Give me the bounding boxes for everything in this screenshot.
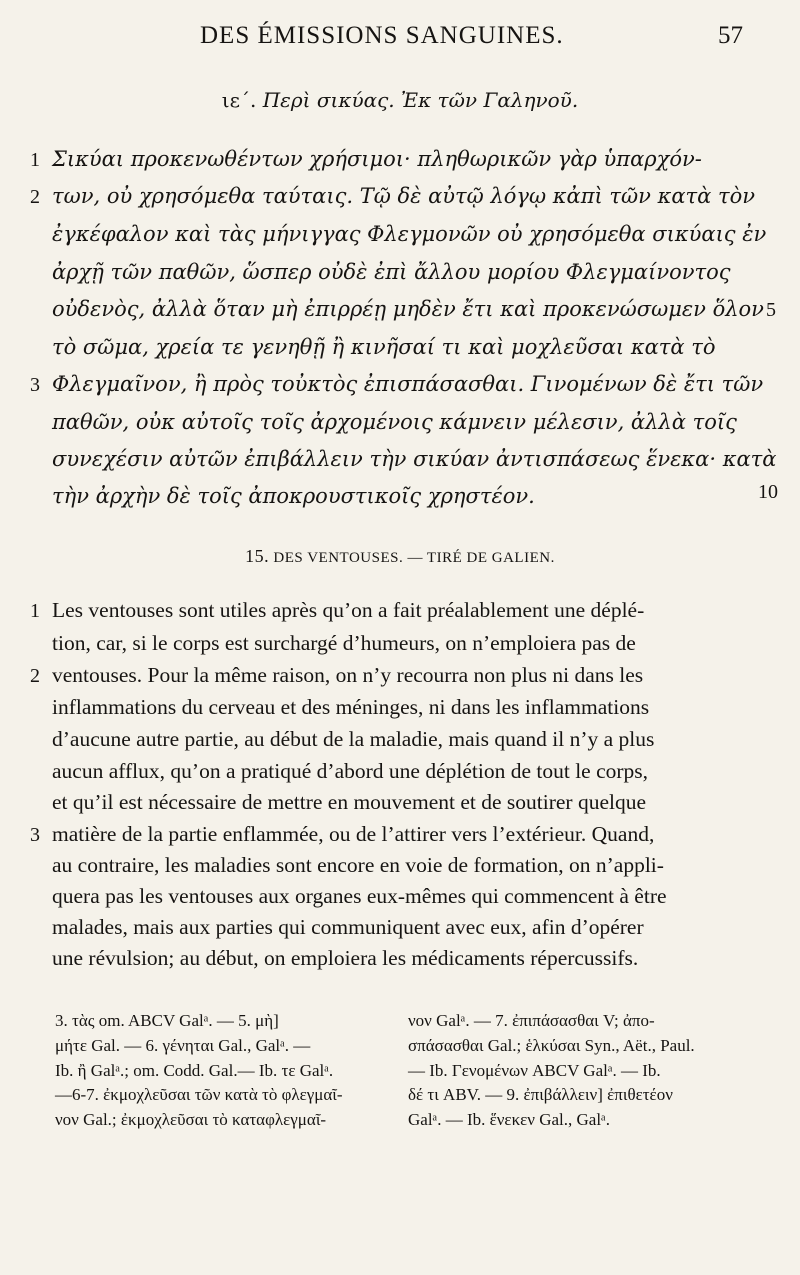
page-number: 57 bbox=[718, 22, 743, 49]
greek-line: συνεχέσιν αὐτῶν ἐπιβάλλειν τὴν σικύαν ἀντισπάσεως ἕνεκα· κατὰ bbox=[52, 447, 777, 471]
apparatus-line: δέ τι ABV. — 9. ἐπιβάλλειν] ἐπιθετέον bbox=[408, 1085, 673, 1104]
french-line: Les ventouses sont utiles après qu’on a fait préalablement une déplé- bbox=[52, 598, 645, 622]
greek-line: παθῶν, οὐκ αὐτοῖς τοῖς ἀρχομένοις κάμνειν μέλεσιν, ἀλλὰ τοῖς bbox=[52, 410, 737, 434]
greek-line: ἀρχῇ τῶν παθῶν, ὥσπερ οὐδὲ ἐπὶ ἄλλου μορίου Φλεγμαίνοντος bbox=[52, 260, 731, 284]
french-line: aucun afflux, qu’on a pratiqué d’abord une déplétion de tout le corps, bbox=[52, 759, 649, 783]
apparatus-line: νον Gal.; ἐκμοχλεῦσαι τὸ καταφλεγμαῖ- bbox=[55, 1110, 327, 1129]
greek-line: Σικύαι προκενωθέντων χρήσιμοι· πληθωρικῶν γὰρ ὑπαρχόν- bbox=[52, 147, 702, 171]
apparatus-line: σπάσασθαι Gal.; ἑλκύσαι Syn., Aët., Paul. bbox=[408, 1036, 695, 1055]
french-line: une révulsion; au début, on emploiera les médicaments répercussifs. bbox=[52, 946, 639, 970]
greek-heading-text: Περὶ σικύας. Ἐκ τῶν Γαληνοῦ. bbox=[262, 88, 579, 112]
greek-paragraph-marker: 2 bbox=[30, 186, 40, 208]
running-head-title: DES ÉMISSIONS SANGUINES. bbox=[200, 22, 564, 49]
french-line: malades, mais aux parties qui communiquent avec eux, afin d’opérer bbox=[52, 915, 644, 939]
greek-heading-number: ιε΄. bbox=[221, 88, 257, 112]
greek-line: Φλεγμαῖνον, ἢ πρὸς τοὐκτὸς ἐπισπάσασθαι. Γινομένων δὲ ἔτι τῶν bbox=[52, 372, 764, 396]
greek-paragraph-marker: 3 bbox=[30, 374, 40, 396]
apparatus-line: — Ib. Γενομένων ABCV Galᵃ. — Ib. bbox=[408, 1061, 661, 1080]
french-line: matière de la partie enflammée, ou de l’attirer vers l’extérieur. Quand, bbox=[52, 822, 655, 846]
french-line: d’aucune autre partie, au début de la maladie, mais quand il n’y a plus bbox=[52, 727, 655, 751]
greek-line: των, οὐ χρησόμεθα ταύταις. Τῷ δὲ αὐτῷ λόγῳ κἀπὶ τῶν κατὰ τὸν bbox=[52, 184, 756, 208]
greek-line: ἐγκέφαλον καὶ τὰς μήνιγγας Φλεγμονῶν οὐ χρησόμεθα σικύαις ἐν bbox=[52, 222, 767, 246]
greek-line-number: 10 bbox=[758, 481, 778, 503]
french-paragraph-marker: 3 bbox=[30, 824, 40, 846]
french-line: tion, car, si le corps est surchargé d’humeurs, on n’emploiera pas de bbox=[52, 631, 636, 655]
french-paragraph-marker: 2 bbox=[30, 665, 40, 687]
apparatus-line: μήτε Gal. — 6. γένηται Gal., Galᵃ. — bbox=[55, 1036, 311, 1055]
apparatus-line: 3. τὰς om. ABCV Galᵃ. — 5. μὴ] bbox=[55, 1011, 279, 1030]
french-line: et qu’il est nécessaire de mettre en mouvement et de soutirer quelque bbox=[52, 790, 647, 814]
apparatus-line: Galᵃ. — Ib. ἕνεκεν Gal., Galᵃ. bbox=[408, 1110, 610, 1129]
greek-line-number: 5 bbox=[766, 299, 776, 321]
apparatus-line: Ib. ἢ Galᵃ.; om. Codd. Gal.— Ib. τε Galᵃ. bbox=[55, 1061, 334, 1080]
greek-line: οὐδενὸς, ἀλλὰ ὅταν μὴ ἐπιρρέῃ μηδὲν ἔτι καὶ προκενώσωμεν ὅλον bbox=[52, 297, 764, 321]
french-line: au contraire, les maladies sont encore en voie de formation, on n’appli- bbox=[52, 853, 664, 877]
apparatus-line: —6-7. ἐκμοχλεῦσαι τῶν κατὰ τὸ φλεγμαῖ- bbox=[55, 1085, 343, 1104]
french-line: ventouses. Pour la même raison, on n’y recourra non plus ni dans les bbox=[52, 663, 644, 687]
french-heading-number: 15. bbox=[245, 546, 270, 566]
greek-line: τὸ σῶμα, χρεία τε γενηθῇ ἢ κινῆσαί τι καὶ μοχλεῦσαι κατὰ τὸ bbox=[52, 335, 716, 359]
greek-line: τὴν ἀρχὴν δὲ τοῖς ἀποκρουστικοῖς χρηστέον. bbox=[52, 484, 535, 508]
french-paragraph-marker: 1 bbox=[30, 600, 40, 622]
apparatus-line: νον Galᵃ. — 7. ἐπιπάσασθαι V; ἀπο- bbox=[408, 1011, 655, 1030]
french-line: quera pas les ventouses aux organes eux-mêmes qui commencent à être bbox=[52, 884, 667, 908]
greek-paragraph-marker: 1 bbox=[30, 149, 40, 171]
french-line: inflammations du cerveau et des méninges, ni dans les inflammations bbox=[52, 695, 650, 719]
french-heading-text: DES VENTOUSES. — TIRÉ DE GALIEN. bbox=[273, 550, 555, 566]
